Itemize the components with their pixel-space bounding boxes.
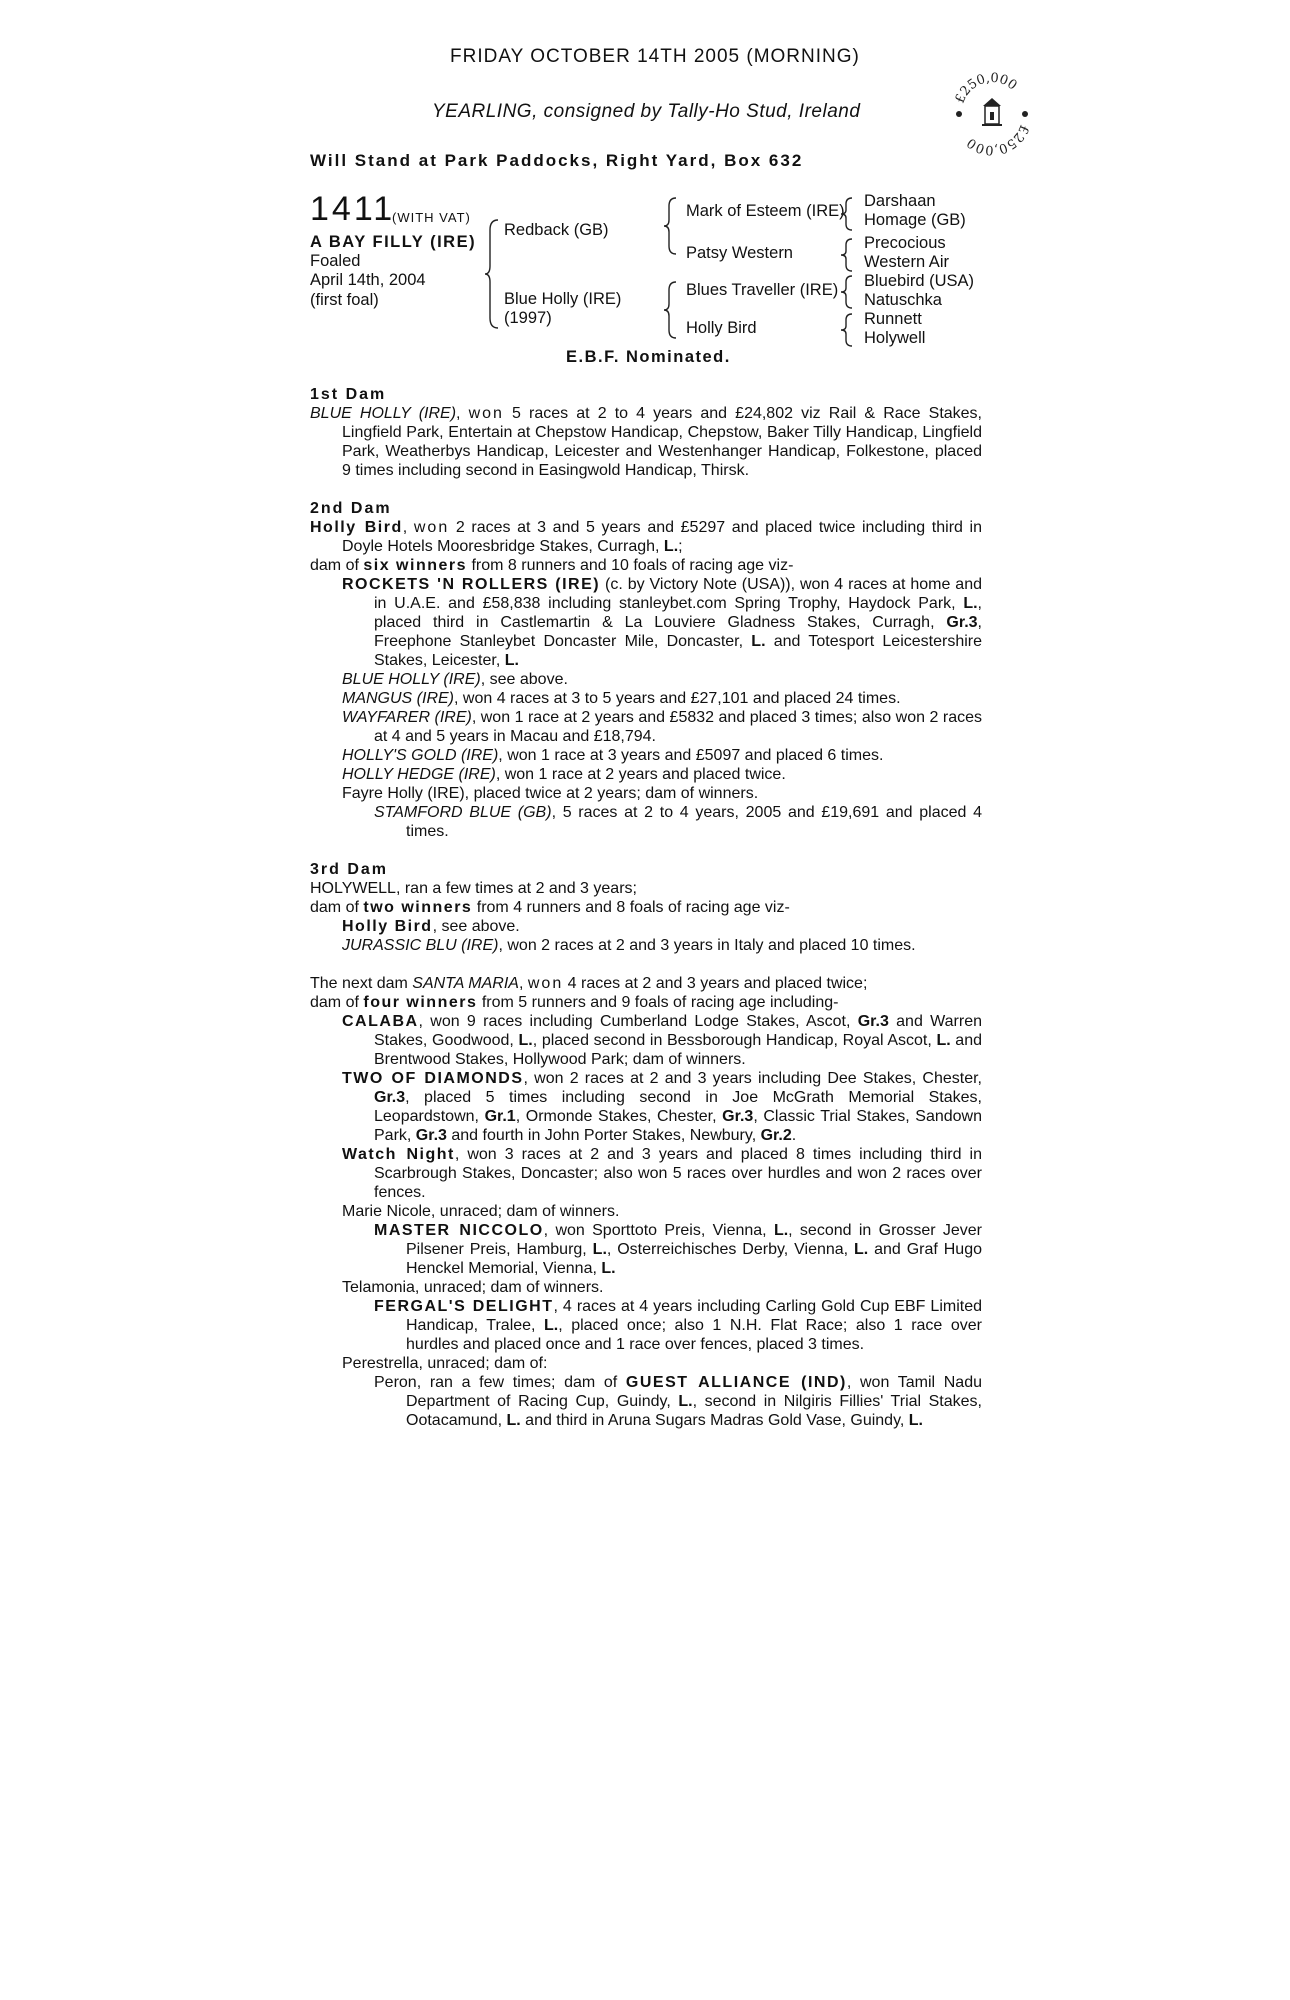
dam-year: (1997) — [504, 309, 552, 327]
third-dam-produce-line: dam of two winners from 4 runners and 8 foals of racing age viz- — [310, 899, 790, 916]
svg-text:£250,000 — [953, 71, 1020, 106]
dam: Blue Holly (IRE) — [504, 290, 622, 308]
produce-rockets: ROCKETS 'N ROLLERS (IRE) (c. by Victory Note (USA)), won 4 races at home and in U.A.E. and £58,838 including stanleybet.com Spring Trophy, Haydock Park, L., placed third in Castlemartin & La Louviere Gladness Stakes, Curragh, Gr.3, Freephone Stanleybet Doncaster Mile, Doncaster, L. and Totesport Leicestershire Stakes, Leicester, L. — [342, 576, 982, 669]
dam-dam: Holly Bird — [686, 319, 757, 337]
location-line: Will Stand at Park Paddocks, Right Yard, Box 632 — [310, 151, 804, 170]
second-dam-heading: 2nd Dam — [310, 500, 392, 517]
sale-date: FRIDAY OCTOBER 14TH 2005 (MORNING) — [450, 46, 860, 67]
next-dam-produce-line: dam of four winners from 5 runners and 9 foals of racing age including- — [310, 994, 839, 1011]
first-dam-entry: BLUE HOLLY (IRE), won 5 races at 2 to 4 years and £24,802 viz Rail & Race Stakes, Lingfield Park, Entertain at Chepstow Handicap, Chepstow, Baker Tilly Handicap, Lingfield Park, Weatherbys Handicap, Leicester and Westenhanger Handicap, Folkestone, placed 9 times including second in Easingwold Handicap, Thirsk. — [310, 405, 983, 479]
produce-master-niccolo: MASTER NICCOLO, won Sporttoto Preis, Vienna, L., second in Grosser Jever Pilsener Preis, Hamburg, L., Osterreichisches Derby, Vienna, L. and Graf Hugo Henckel Memorial, Vienna, L. — [374, 1222, 983, 1277]
produce-perestrella: Perestrella, unraced; dam of: — [342, 1355, 548, 1372]
pedigree-brace-g12 — [840, 196, 854, 237]
produce-blue-holly: BLUE HOLLY (IRE), see above. — [342, 671, 568, 688]
svg-text:£250,000 — [964, 122, 1031, 157]
produce-wayfarer: WAYFARER (IRE), won 1 race at 2 years and £5832 and placed 3 times; also won 2 races at 4 and 5 years in Macau and £18,794. — [342, 709, 983, 745]
gp-2: Homage (GB) — [864, 211, 966, 229]
lot-name: A BAY FILLY (IRE) — [310, 233, 477, 251]
pedigree-brace-main — [484, 218, 500, 335]
produce-two-of-diamonds: TWO OF DIAMONDS, won 2 races at 2 and 3 years including Dee Stakes, Chester, Gr.3, placed 5 times including second in Joe McGrath Memorial Stakes, Leopardstown, Gr.1, Ormonde Stakes, Chester, Gr.3, Classic Trial Stakes, Sandown Park, Gr.3 and fourth in John Porter Stakes, Newbury, Gr.2. — [342, 1070, 983, 1144]
gp-7: Runnett — [864, 310, 922, 328]
consignment-line: YEARLING, consigned by Tally-Ho Stud, Ireland — [432, 101, 861, 122]
produce-jurassic-blu: JURASSIC BLU (IRE), won 2 races at 2 and 3 years in Italy and placed 10 times. — [342, 937, 916, 954]
produce-holly-hedge: HOLLY HEDGE (IRE), won 1 race at 2 years and placed twice. — [342, 766, 786, 783]
second-dam-produce-line: dam of six winners from 8 runners and 10 foals of racing age viz- — [310, 557, 794, 574]
pedigree-brace-sire — [662, 196, 678, 261]
produce-calaba: CALABA, won 9 races including Cumberland Lodge Stakes, Ascot, Gr.3 and Warren Stakes, Goodwood, L., placed second in Bessborough Handicap, Royal Ascot, L. and Brentwood Stakes, Hollywood Park; dam of winners. — [342, 1013, 983, 1068]
stamp-bottom-text: £250,000 — [964, 122, 1032, 158]
produce-fayre-holly: Fayre Holly (IRE), placed twice at 2 years; dam of winners. — [342, 785, 759, 802]
stamp-icon — [950, 66, 1034, 158]
produce-hollys-gold: HOLLY'S GOLD (IRE), won 1 race at 3 years and £5097 and placed 6 times. — [342, 747, 884, 764]
pedigree-brace-g56 — [840, 274, 854, 315]
sire-sire: Mark of Esteem (IRE) — [686, 202, 845, 220]
foaled-date: April 14th, 2004 — [310, 271, 426, 289]
produce-stamford-blue: STAMFORD BLUE (GB), 5 races at 2 to 4 years, 2005 and £19,691 and placed 4 times. — [374, 804, 983, 840]
second-dam-entry: Holly Bird, won 2 races at 3 and 5 years and £5297 and placed twice including third in Doyle Hotels Mooresbridge Stakes, Curragh, L.; — [310, 519, 983, 555]
produce-fergals-delight: FERGAL'S DELIGHT, 4 races at 4 years including Carling Gold Cup EBF Limited Handicap, Tralee, L., placed once; also 1 N.H. Flat Race; also 1 race over hurdles and placed once and 1 race over fences, placed 3 times. — [374, 1298, 982, 1353]
catalogue-body — [310, 385, 982, 1430]
gp-5: Bluebird (USA) — [864, 272, 975, 290]
sire-dam: Patsy Western — [686, 244, 793, 262]
produce-marie-nicole: Marie Nicole, unraced; dam of winners. — [342, 1203, 620, 1220]
gp-3: Precocious — [864, 234, 946, 252]
price-stamp — [950, 66, 1034, 158]
ebf-nominated: E.B.F. Nominated. — [566, 348, 731, 366]
produce-watch-night: Watch Night, won 3 races at 2 and 3 years and placed 8 times including third in Scarbrough Stakes, Doncaster; also won 5 races over hurdles and won 2 races over fences. — [342, 1146, 982, 1201]
first-dam-heading: 1st Dam — [310, 386, 387, 403]
gp-1: Darshaan — [864, 192, 936, 210]
third-dam-entry: HOLYWELL, ran a few times at 2 and 3 years; — [310, 880, 637, 897]
lot-vat: (WITH VAT) — [392, 210, 471, 225]
produce-holly-bird: Holly Bird, see above. — [342, 918, 520, 935]
pedigree-brace-dam — [662, 280, 678, 345]
produce-peron: Peron, ran a few times; dam of GUEST ALLIANCE (IND), won Tamil Nadu Department of Racing Cup, Guindy, L., second in Nilgiris Fillies' Trial Stakes, Ootacamund, L. and third in Aruna Sugars Madras Gold Vase, Guindy, L. — [374, 1374, 982, 1429]
next-dam-entry: The next dam SANTA MARIA, won 4 races at 2 and 3 years and placed twice; — [310, 975, 868, 992]
first-foal-note: (first foal) — [310, 291, 379, 309]
third-dam-heading: 3rd Dam — [310, 861, 389, 878]
gp-6: Natuschka — [864, 291, 942, 309]
pedigree-brace-g34 — [840, 237, 854, 278]
stamp-top-text: £250,000 — [952, 70, 1020, 106]
produce-telamonia: Telamonia, unraced; dam of winners. — [342, 1279, 604, 1296]
produce-mangus: MANGUS (IRE), won 4 races at 3 to 5 years and £27,101 and placed 24 times. — [342, 690, 901, 707]
dam-sire: Blues Traveller (IRE) — [686, 281, 839, 299]
gp-4: Western Air — [864, 253, 949, 271]
sire: Redback (GB) — [504, 221, 609, 239]
lot-number: 1411 — [310, 190, 396, 228]
pedigree-brace-g78 — [840, 312, 854, 353]
foaled-label: Foaled — [310, 252, 361, 270]
gp-8: Holywell — [864, 329, 926, 347]
